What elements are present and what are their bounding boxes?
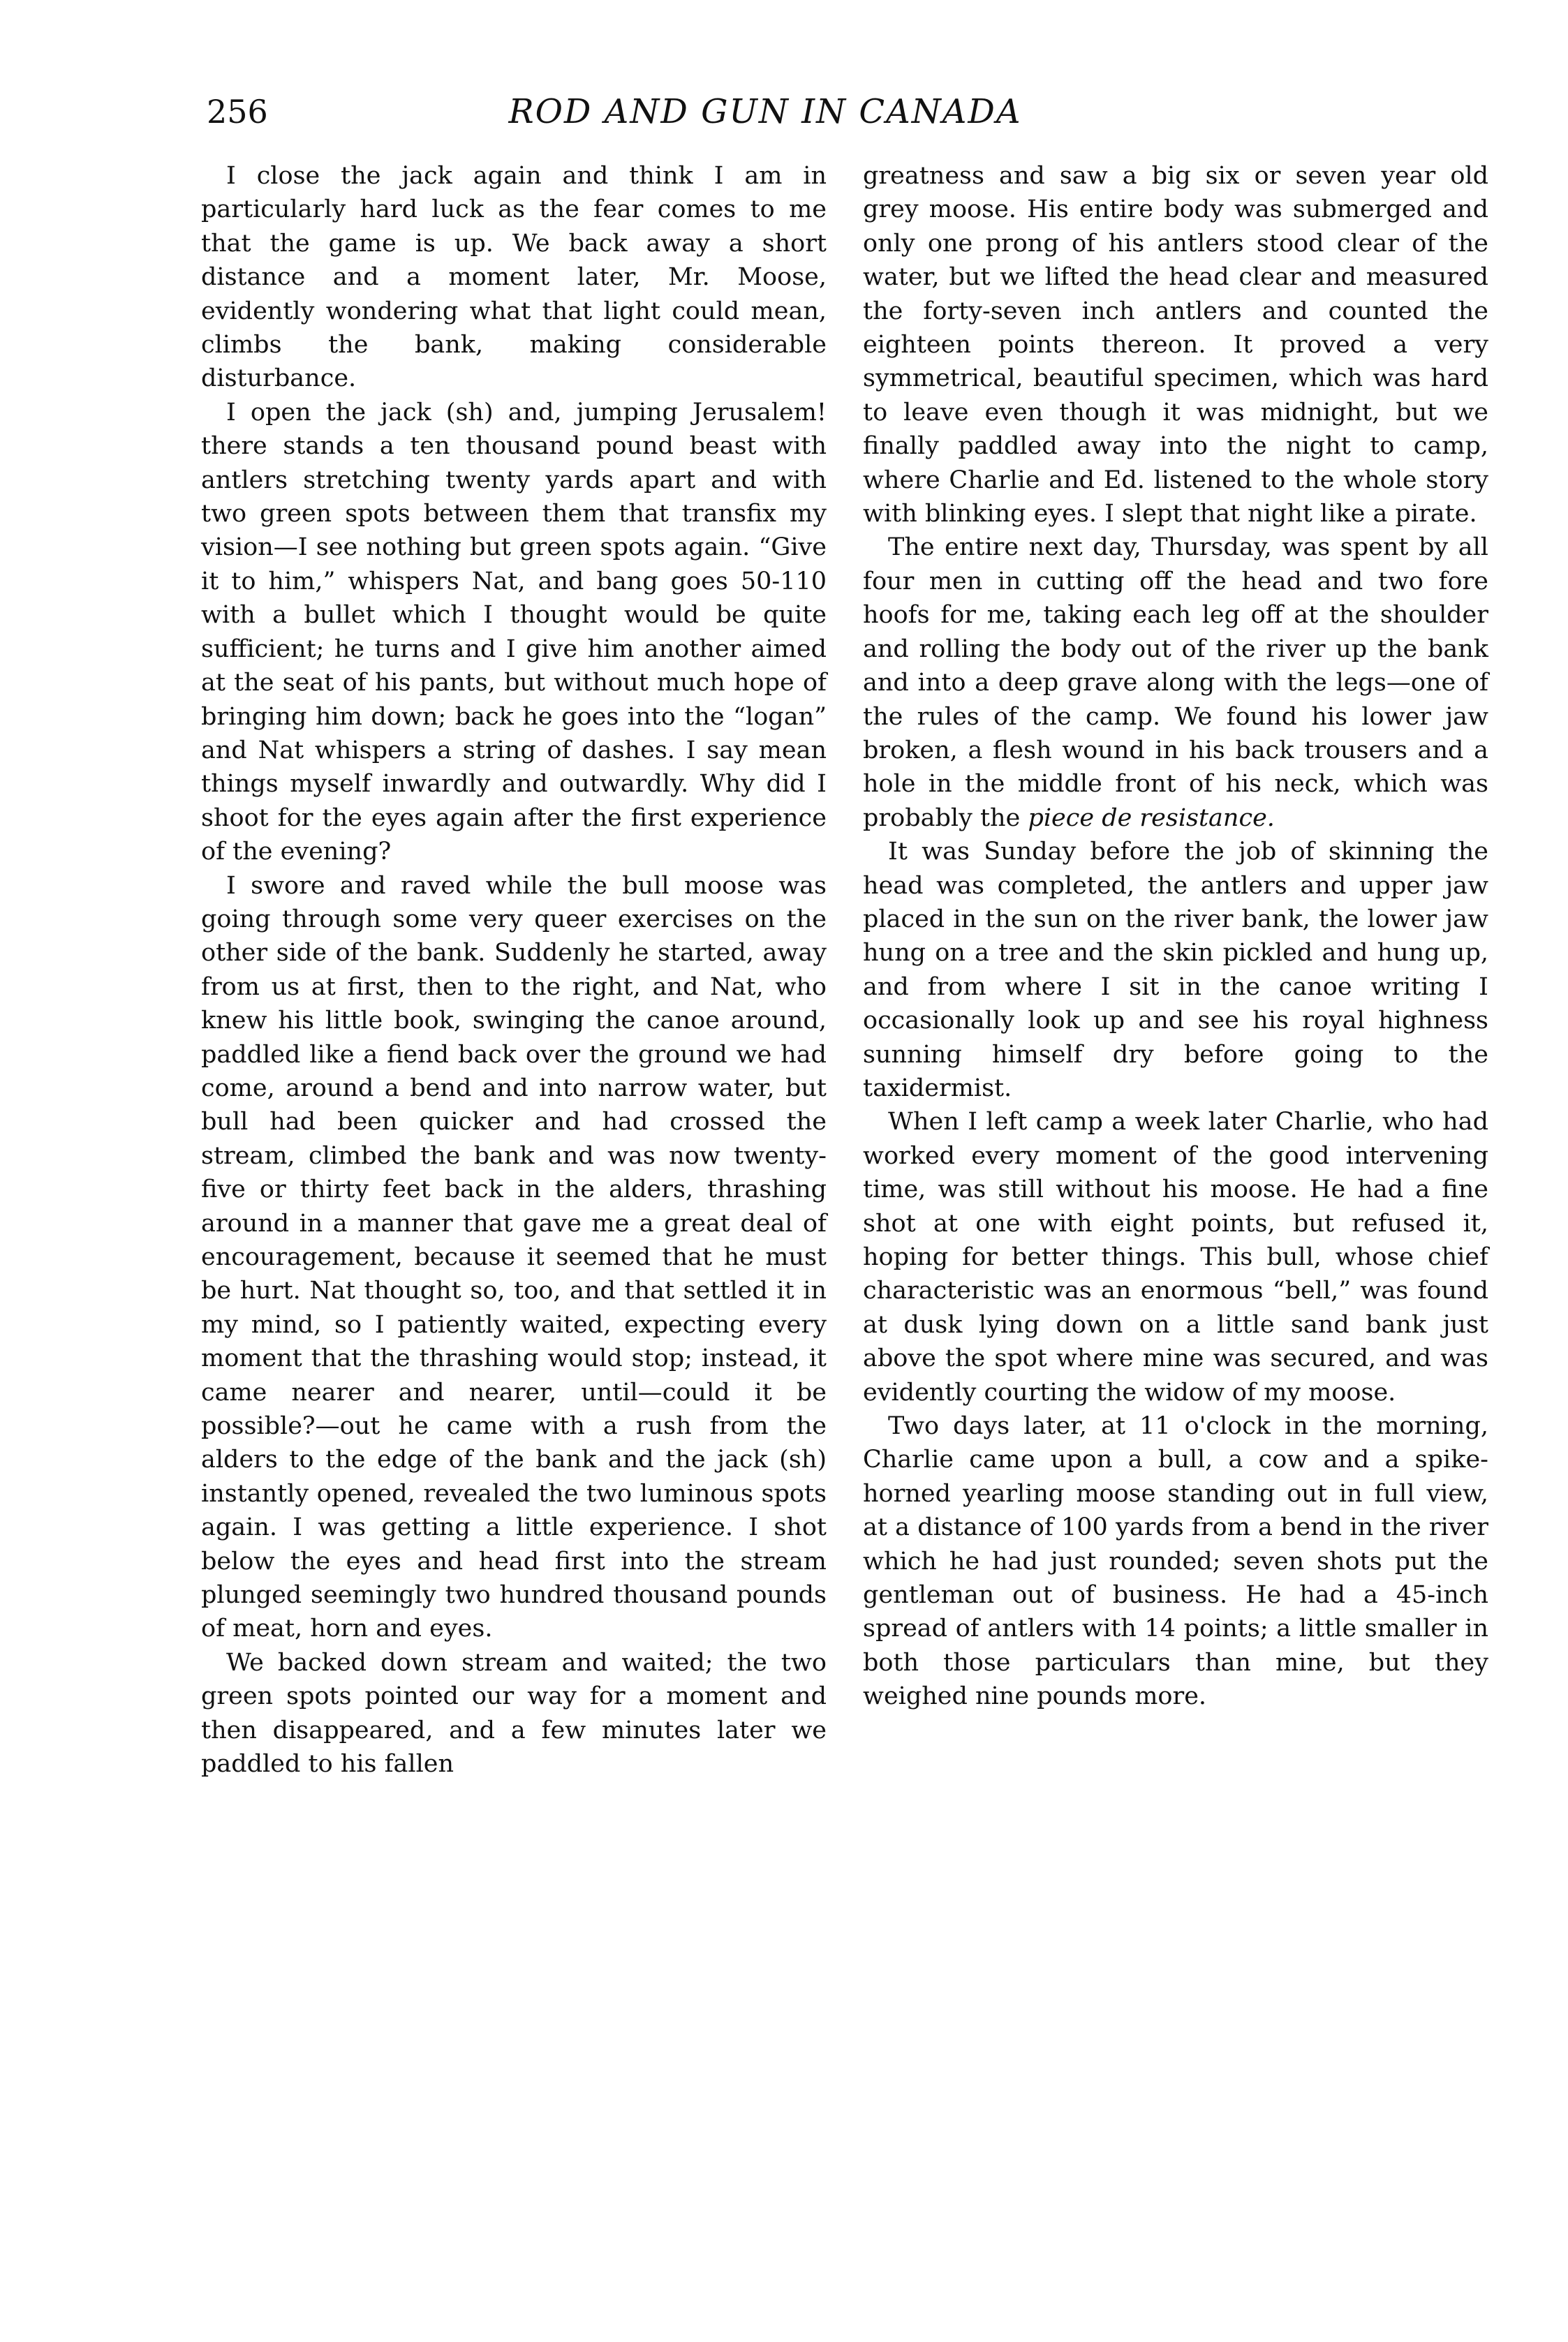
- paragraph: I swore and raved while the bull moose was going through some very queer exercises on the other side of the bank. Suddenly he started, away from us at first, then to the right, and Nat, who knew his little book, swinging the canoe around, paddled like a fiend back over the ground we had come, around a bend and into narrow water, but bull had been quicker and had crossed the stream, climbed the bank and was now twenty-five or thirty feet back in the alders, thrashing around in a manner that gave me a great deal of encouragement, because it seemed that he must be hurt. Nat thought so, too, and that settled it in my mind, so I patiently waited, expecting every moment that the thrashing would stop; instead, it came nearer and nearer, until—could it be possible?—out he came with a rush from the alders to the edge of the bank and the jack (sh) instantly opened, revealed the two luminous spots again. I was getting a little experience. I shot below the eyes and head first into the stream plunged seemingly two hundred thousand pounds of meat, horn and eyes.: [201, 871, 827, 1643]
- right-column: [863, 159, 1488, 1714]
- paragraph: I close the jack again and think I am in particularly hard luck as the fear comes to me that the game is up. We back away a short distance and a moment later, Mr. Moose, evidently wondering what that light could mean, climbs the bank, making considerable disturbance.: [201, 162, 827, 393]
- page-header: [207, 91, 1100, 140]
- running-head: ROD AND GUN IN CANADA: [508, 92, 1022, 131]
- paragraph: I open the jack (sh) and, jumping Jerusalem! there stands a ten thousand pound beast with antlers stretching twenty yards apart and with two green spots between them that transfix my vision—I see nothing but green spots again. “Give it to him,” whispers Nat, and bang goes 50-110 with a bullet which I thought would be quite sufficient; he turns and I give him another aimed at the seat of his pants, but without much hope of bringing him down; back he goes into the “logan” and Nat whispers a string of dashes. I say mean things myself inwardly and outwardly. Why did I shoot for the eyes again after the first experience of the evening?: [201, 398, 827, 866]
- paragraph-text: The entire next day, Thursday, was spent by all four men in cutting off the head and two fore hoofs for me, taking each leg off at the shoulder and rolling the body out of the river up the bank and into a deep grave along with the legs—one of the rules of the camp. We found his lower jaw broken, a flesh wound in his back trousers and a hole in the middle front of his neck, which was probably the: [863, 533, 1488, 832]
- paragraph: [863, 531, 1488, 835]
- italic-phrase: piece de resistance.: [1028, 803, 1275, 832]
- left-column: [201, 159, 827, 1781]
- paragraph: Two days later, at 11 o'clock in the morning, Charlie came upon a bull, a cow and a spike-horned yearling moose standing out in full view, at a distance of 100 yards from a bend in the river which he had just rounded; seven shots put the gentleman out of business. He had a 45-inch spread of antlers with 14 points; a little smaller in both those particulars than mine, but they weighed nine pounds more.: [863, 1412, 1488, 1711]
- paragraph: We backed down stream and waited; the two green spots pointed our way for a moment and then disappeared, and a few minutes later we paddled to his fallen: [201, 1648, 827, 1779]
- paragraph: It was Sunday before the job of skinning the head was completed, the antlers and upper jaw placed in the sun on the river bank, the lower jaw hung on a tree and the skin pickled and hung up, and from where I sit in the canoe writing I occasionally look up and see his royal highness sunning himself dry before going to the taxidermist.: [863, 838, 1488, 1102]
- paragraph-continued: greatness and saw a big six or seven year old grey moose. His entire body was submerged and only one prong of his antlers stood clear of the water, but we lifted the head clear and measured the forty-seven inch antlers and counted the eighteen points thereon. It proved a very symmetrical, beautiful specimen, which was hard to leave even though it was midnight, but we finally paddled away into the night to camp, where Charlie and Ed. listened to the whole story with blinking eyes. I slept that night like a pirate.: [863, 162, 1488, 528]
- page-number: 256: [207, 93, 268, 131]
- paragraph: When I left camp a week later Charlie, who had worked every moment of the good intervening time, was still without his moose. He had a fine shot at one with eight points, but refused it, hoping for better things. This bull, whose chief characteristic was an enormous “bell,” was found at dusk lying down on a little sand bank just above the spot where mine was secured, and was evidently courting the widow of my moose.: [863, 1108, 1488, 1407]
